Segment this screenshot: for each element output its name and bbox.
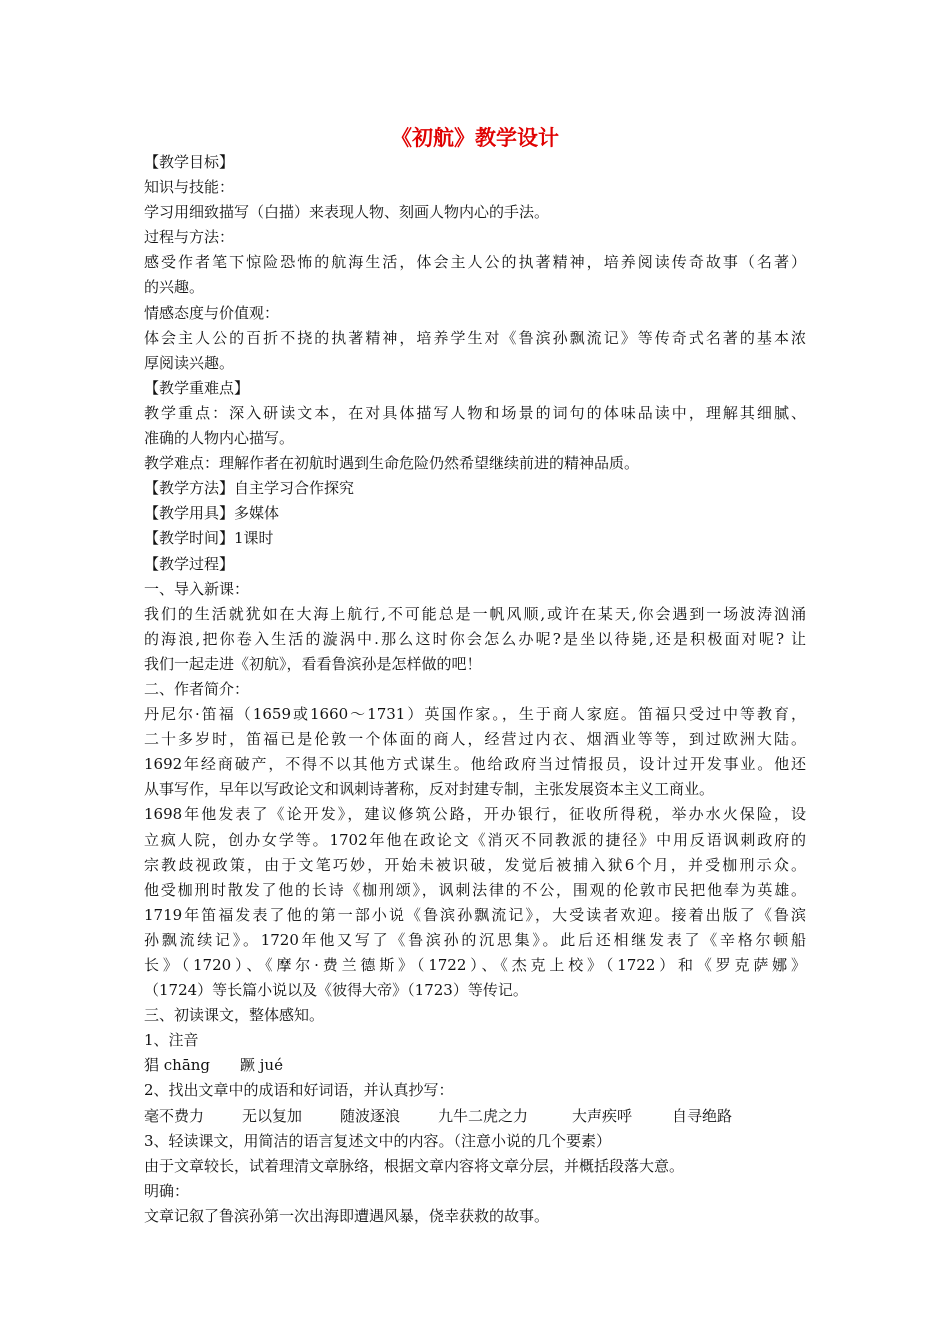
paragraph-line: 文章记叙了鲁滨孙第一次出海即遭遇风暴，侥幸获救的故事。 (144, 1206, 550, 1225)
heading-method: 【教学方法】自主学习合作探究 (144, 479, 355, 498)
paragraph-line: 他受枷刑时散发了他的长诗《枷刑颂》，讽刺法律的不公，围观的伦敦市民把他奉为英雄。 (144, 880, 806, 899)
heading-time: 【教学时间】1课时 (144, 529, 274, 548)
paragraph-line: （1724）等长篇小说以及《彼得大帝》（1723）等传记。 (144, 981, 528, 1000)
idiom-item: 九牛二虎之力 (438, 1106, 529, 1125)
paragraph-line: 1719年笛福发表了他的第一部小说《鲁滨孙飘流记》，大受读者欢迎。接着出版了《鲁滨 (144, 905, 806, 924)
heading-process: 【教学过程】 (144, 554, 235, 573)
paragraph-line: 的兴趣。 (144, 278, 205, 297)
paragraph-line: 丹尼尔·笛福（1659或1660～1731）英国作家。，生于商人家庭。笛福只受过中等教育， (144, 705, 806, 724)
paragraph-line: 我们一起走进《初航》，看看鲁滨孙是怎样做的吧！ (144, 654, 482, 673)
paragraph-line: 长》（1720）、《摩尔·费兰德斯》（1722）、《杰克上校》（1722）和《罗克萨娜》 (144, 956, 806, 974)
paragraph-line: 的海浪,把你卷入生活的漩涡中.那么这时你会怎么办呢?是坐以待毙,还是积极面对呢? 让 (144, 629, 806, 648)
heading-tools: 【教学用具】多媒体 (144, 504, 280, 523)
subsection-idioms: 2、找出文章中的成语和好词语，并认真抄写： (144, 1081, 454, 1100)
section-author: 二、作者简介： (144, 679, 250, 698)
heading-key-points: 【教学重难点】 (144, 378, 250, 397)
paragraph-line: 教学重点：深入研读文本，在对具体描写人物和场景的词句的体味品读中，理解其细腻、 (144, 403, 806, 422)
idiom-item: 自寻绝路 (672, 1106, 733, 1125)
paragraph-line: 厚阅读兴趣。 (144, 353, 235, 372)
label-clarify: 明确： (144, 1181, 190, 1200)
paragraph-line: 由于文章较长，试着理清文章脉络，根据文章内容将文章分层，并概括段落大意。 (144, 1156, 685, 1175)
paragraph-line: 1698年他发表了《论开发》，建议修筑公路，开办银行，征收所得税，举办水火保险，设 (144, 805, 806, 824)
paragraph-line: 准确的人物内心描写。 (144, 429, 295, 448)
idiom-item: 随波逐浪 (340, 1106, 401, 1125)
idiom-item: 毫不费力 (144, 1106, 205, 1125)
paragraph-line: 二十多岁时，笛福已是伦敦一个体面的商人，经营过内衣、烟酒业等等，到过欧洲大陆。 (144, 730, 806, 749)
subsection-retell: 3、轻读课文，用简洁的语言复述文中的内容。（注意小说的几个要素） (144, 1131, 612, 1150)
subheading-knowledge: 知识与技能： (144, 178, 235, 197)
paragraph-line: 立疯人院，创办女学等。1702年他在政论文《消灭不同教派的捷径》中用反语讽刺政府的 (144, 830, 806, 849)
paragraph-line: 宗教歧视政策，由于文笔巧妙，开始未被识破，发觉后被捕入狱6个月，并受枷刑示众。 (144, 855, 806, 874)
subheading-attitude: 情感态度与价值观： (144, 303, 280, 322)
pinyin-item: 蹶 jué (240, 1056, 283, 1075)
document-title: 《初航》教学设计 (391, 125, 559, 150)
section-intro: 一、导入新课： (144, 579, 250, 598)
idiom-item: 大声疾呼 (572, 1106, 633, 1125)
paragraph-line: 从事写作，早年以写政论文和讽刺诗著称，反对封建专制，主张发展资本主义工商业。 (144, 780, 715, 799)
paragraph-line: 体会主人公的百折不挠的执著精神，培养学生对《鲁滨孙飘流记》等传奇式名著的基本浓 (144, 328, 806, 347)
paragraph-line: 学习用细致描写（白描）来表现人物、刻画人物内心的手法。 (144, 203, 550, 222)
paragraph-line: 我们的生活就犹如在大海上航行,不可能总是一帆风顺,或许在某天,你会遇到一场波涛汹涌 (144, 604, 806, 623)
paragraph-line: 感受作者笔下惊险恐怖的航海生活，体会主人公的执著精神，培养阅读传奇故事（名著） (144, 253, 806, 272)
idiom-row (144, 1104, 806, 1129)
paragraph-line: 1692年经商破产，不得不以其他方式谋生。他给政府当过情报员，设计过开发事业。他还 (144, 755, 806, 774)
section-first-reading: 三、初读课文，整体感知。 (144, 1006, 325, 1025)
document-body (144, 150, 806, 1229)
idiom-item: 无以复加 (242, 1106, 303, 1125)
subheading-process: 过程与方法： (144, 228, 235, 247)
heading-objectives: 【教学目标】 (144, 153, 235, 171)
paragraph-line: 孙飘流续记》。1720年他又写了《鲁滨孙的沉思集》。此后还相继发表了《辛格尔顿船 (144, 930, 806, 949)
pinyin-row (144, 1053, 806, 1078)
subsection-pinyin: 1、注音 (144, 1031, 199, 1050)
paragraph-line: 教学难点：理解作者在初航时遇到生命危险仍然希望继续前进的精神品质。 (144, 454, 640, 473)
pinyin-item: 猖 chāng (144, 1056, 211, 1075)
